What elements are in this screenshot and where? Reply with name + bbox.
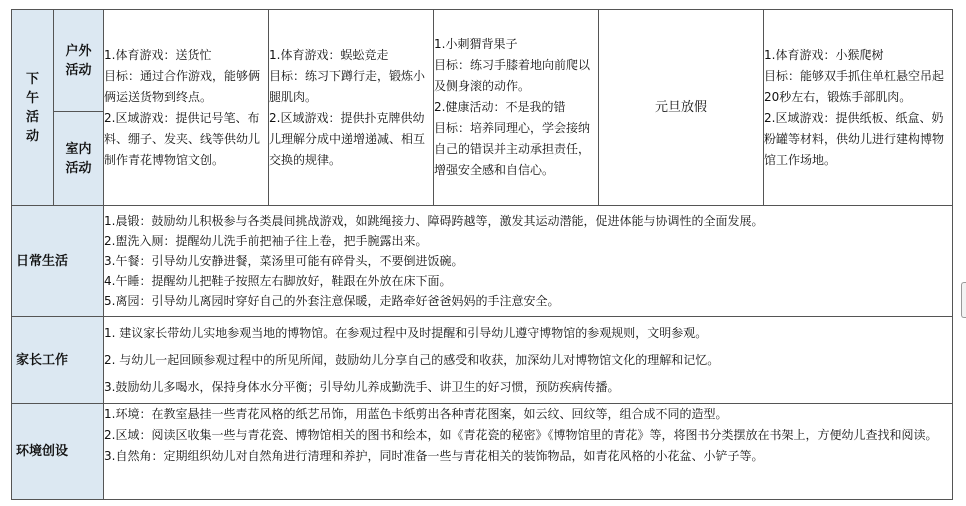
day3-line-3: 2.健康活动：不是我的错 xyxy=(434,100,566,114)
parent-work-label: 家长工作 xyxy=(16,352,69,368)
daily-life-content xyxy=(104,206,953,317)
daily-life-header xyxy=(12,206,104,317)
indoor-label-1: 室内 xyxy=(65,141,92,157)
daily-life-item: 4.午睡：提醒幼儿把鞋子按照左右脚放好，鞋跟在外放在床下面。 xyxy=(104,274,452,288)
daily-life-item: 5.离园：引导幼儿离园时穿好自己的外套注意保暖，走路牵好爸爸妈妈的手注意安全。 xyxy=(104,294,560,308)
environment-row xyxy=(12,404,953,500)
day-cell-3 xyxy=(434,10,599,206)
day-cell-4 xyxy=(599,10,764,206)
day5-line-3: 2.区域游戏：提供纸板、纸盒、奶粉罐等材料，供幼儿进行建构博物馆工作场地。 xyxy=(764,110,945,167)
day2-line-1: 1.体育游戏：蜈蚣竞走 xyxy=(269,47,389,62)
side-scroll-handle[interactable] xyxy=(961,282,966,318)
indoor-activity-header xyxy=(54,112,104,206)
day-cell-5 xyxy=(764,10,953,206)
parent-work-item: 1. 建议家长带幼儿实地参观当地的博物馆。在参观过程中及时提醒和引导幼儿遵守博物馆的参观规则，文明参观。 xyxy=(104,325,708,340)
outdoor-activity-header xyxy=(54,10,104,112)
environment-label: 环境创设 xyxy=(16,444,69,459)
parent-work-content xyxy=(104,317,953,404)
daily-life-item: 1.晨锻：鼓励幼儿积极参与各类晨间挑战游戏，如跳绳接力、障碍跨越等，激发其运动潜能，促进体能与协调性的全面发展。 xyxy=(104,214,764,228)
day-cell-1 xyxy=(104,10,269,206)
environment-item: 3.自然角：定期组织幼儿对自然角进行清理和养护，同时准备一些与青花相关的装饰物品，如青花风格的小花盆、小铲子等。 xyxy=(104,449,764,463)
afternoon-label-1: 下 xyxy=(25,71,39,87)
afternoon-label-4: 动 xyxy=(25,128,39,144)
environment-content xyxy=(104,404,953,500)
day3-line-4: 目标：培养同理心，学会接纳自己的错误并主动承担责任，增强安全感和自信心。 xyxy=(434,121,591,177)
day3-line-2: 目标：练习手膝着地向前爬以及侧身滚的动作。 xyxy=(434,58,591,93)
environment-item: 1.环境：在教室悬挂一些青花风格的纸艺吊饰，用蓝色卡纸剪出各种青花图案，如云纹、回纹等，组合成不同的造型。 xyxy=(104,407,728,421)
daily-life-item: 2.盥洗入厕：提醒幼儿洗手前把袖子往上卷，把手腕露出来。 xyxy=(104,234,428,248)
afternoon-label-2: 午 xyxy=(25,90,39,106)
daily-life-row xyxy=(12,206,953,317)
indoor-label-2: 活动 xyxy=(65,160,92,176)
day1-line-3: 2.区域游戏：提供记号笔、布料、绷子、发夹、线等供幼儿制作青花博物馆文创。 xyxy=(104,110,261,167)
environment-item: 2.区域：阅读区收集一些与青花瓷、博物馆相关的图书和绘本，如《青花瓷的秘密》《博物馆里的青花》等，将图书分类摆放在书架上，方便幼儿查找和阅读。 xyxy=(104,428,938,442)
daily-life-item: 3.午餐：引导幼儿安静进餐，菜汤里可能有碎骨头，不要倒进饭碗。 xyxy=(104,254,464,268)
day2-line-2: 目标：练习下蹲行走，锻炼小腿肌肉。 xyxy=(269,68,426,104)
afternoon-activity-header xyxy=(12,10,54,206)
day2-line-3: 2.区域游戏：提供扑克牌供幼儿理解分成中递增递减、相互交换的规律。 xyxy=(269,110,426,167)
day5-line-2: 目标：能够双手抓住单杠悬空吊起20秒左右，锻炼手部肌肉。 xyxy=(764,68,945,104)
outdoor-label-1: 户外 xyxy=(65,43,92,59)
day-cell-2 xyxy=(269,10,434,206)
weekly-plan-table xyxy=(11,9,953,500)
outdoor-label-2: 活动 xyxy=(65,62,92,78)
afternoon-row-outdoor xyxy=(12,10,953,112)
day3-line-1: 1.小刺猬背果子 xyxy=(434,37,518,51)
parent-work-row xyxy=(12,317,953,404)
environment-header xyxy=(12,404,104,500)
day1-line-2: 目标：通过合作游戏，能够俩俩运送货物到终点。 xyxy=(104,68,261,104)
parent-work-item: 3.鼓励幼儿多喝水，保持身体水分平衡；引导幼儿养成勤洗手、讲卫生的好习惯，预防疾病传播。 xyxy=(104,379,620,394)
daily-life-label: 日常生活 xyxy=(16,253,69,269)
day1-line-1: 1.体育游戏：送货忙 xyxy=(104,47,212,62)
parent-work-header xyxy=(12,317,104,404)
afternoon-label-3: 活 xyxy=(25,109,39,125)
parent-work-item: 2. 与幼儿一起回顾参观过程中的所见所闻，鼓励幼儿分享自己的感受和收获，加深幼儿对博物馆文化的理解和记忆。 xyxy=(104,352,720,367)
day5-line-1: 1.体育游戏：小猴爬树 xyxy=(764,47,884,62)
holiday-label: 元旦放假 xyxy=(654,100,707,115)
